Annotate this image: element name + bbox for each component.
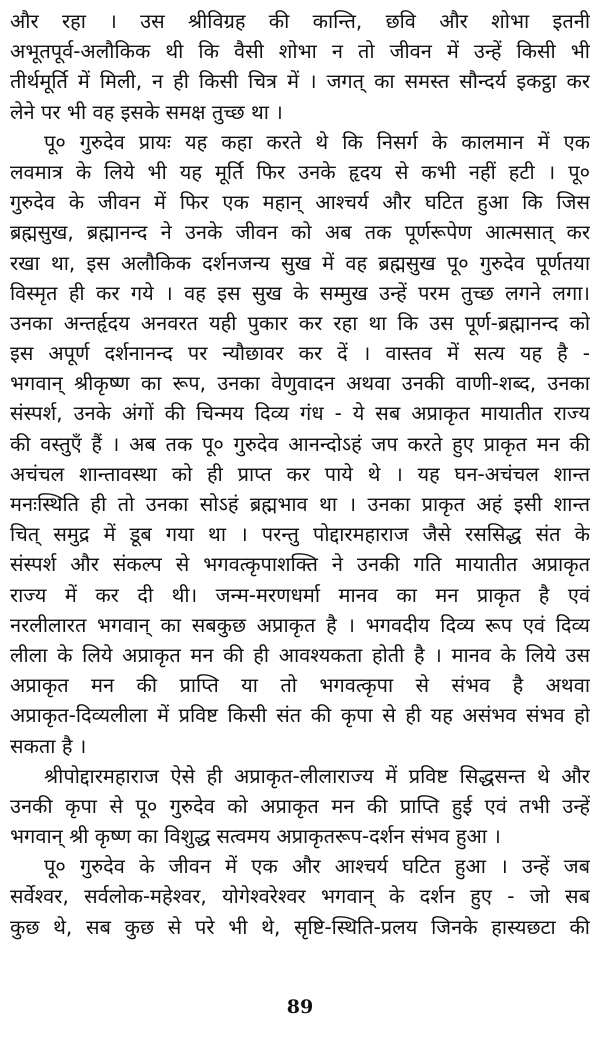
text-line: भगवान् श्रीकृष्ण का रूप, उनका वेणुवादन अथवा उनकी वाणी-शब्द, उनका	[10, 371, 590, 396]
text-line: नरलीलारत भगवान् का सबकुछ अप्राकृत है । भगवदीय दिव्य रूप एवं दिव्य	[10, 612, 590, 637]
page-number: 89	[286, 996, 314, 1018]
text-line: रखा था, इस अलौकिक दर्शनजन्य सुख में वह ब्रह्मसुख पू० गुरुदेव पूर्णतया	[10, 250, 590, 275]
text-line: ब्रह्मसुख, ब्रह्मानन्द ने उनके जीवन को अब तक पूर्णरूपेण आत्मसात् कर	[10, 220, 590, 245]
page-text	[10, 6, 590, 942]
text-line: मनःस्थिति ही तो उनका सोऽहं ब्रह्मभाव था । उनका प्राकृत अहं इसी शान्त	[10, 492, 590, 516]
text-line: सर्वेश्वर, सर्वलोक-महेश्वर, योगेश्वरेश्वर भगवान् के दर्शन हुए - जो सब	[10, 884, 590, 909]
text-line: अप्राकृत-दिव्यलीला में प्रविष्ट किसी संत की कृपा से ही यह असंभव संभव हो	[10, 703, 590, 728]
text-line: विस्मृत ही कर गये । वह इस सुख के सम्मुख उन्हें परम तुच्छ लगने लगा।	[10, 280, 590, 305]
text-line: चित् समुद्र में डूब गया था । परन्तु पोद्दारमहाराज जैसे रससिद्ध संत के	[10, 522, 590, 547]
text-line: भगवान् श्री कृष्ण का विशुद्ध सत्वमय अप्राकृतरूप-दर्शन संभव हुआ ।	[10, 824, 501, 849]
text-line: गुरुदेव के जीवन में फिर एक महान् आश्चर्य और घटित हुआ कि जिस	[10, 190, 590, 215]
text-line: लवमात्र के लिये भी यह मूर्ति फिर उनके हृदय से कभी नहीं हटी । पू०	[10, 159, 590, 184]
text-line: कुछ थे, सब कुछ से परे भी थे, सृष्टि-स्थिति-प्रलय जिनके हास्यछटा की	[10, 914, 590, 939]
text-line: इस अपूर्ण दर्शनानन्द पर न्यौछावर कर दें । वास्तव में सत्य यह है -	[10, 341, 590, 366]
text-line: लेने पर भी वह इसके समक्ष तुच्छ था ।	[10, 99, 283, 124]
text-line: उनकी कृपा से पू० गुरुदेव को अप्राकृत मन की प्राप्ति हुई एवं तभी उन्हें	[10, 793, 590, 818]
paragraph-1	[10, 6, 590, 127]
text-line: अभूतपूर्व-अलौकिक थी कि वैसी शोभा न तो जीवन में उन्हें किसी भी	[10, 39, 590, 64]
paragraph-4	[10, 851, 590, 942]
text-line: और रहा । उस श्रीविग्रह की कान्ति, छवि और शोभा इतनी	[10, 9, 590, 33]
text-line: संस्पर्श, उनके अंगों की चिन्मय दिव्य गंध - ये सब अप्राकृत मायातीत राज्य	[10, 401, 590, 426]
text-line: संस्पर्श और संकल्प से भगवत्कृपाशक्ति ने उनकी गति मायातीत अप्राकृत	[10, 552, 590, 577]
text-line: अचंचल शान्तावस्था को ही प्राप्त कर पाये थे । यह घन-अचंचल शान्त	[10, 461, 590, 486]
paragraph-3	[10, 761, 590, 852]
text-line: लीला के लिये अप्राकृत मन की ही आवश्यकता होती है । मानव के लिये उस	[10, 642, 590, 667]
text-line: राज्य में कर दी थी। जन्म-मरणधर्मा मानव का मन प्राकृत है एवं	[10, 582, 590, 607]
text-line: तीर्थमूर्ति में मिली, न ही किसी चित्र में । जगत् का समस्त सौन्दर्य इकट्ठा कर	[10, 69, 590, 94]
text-line: उनका अन्तर्हृदय अनवरत यही पुकार कर रहा था कि उस पूर्ण-ब्रह्मानन्द को	[10, 310, 590, 335]
text-line: की वस्तुएँ हैं । अब तक पू० गुरुदेव आनन्दोऽहं जप करते हुए प्राकृत मन की	[10, 431, 590, 456]
text-line: पू० गुरुदेव के जीवन में एक और आश्चर्य घटित हुआ । उन्हें जब	[44, 854, 590, 879]
text-line: अप्राकृत मन की प्राप्ति या तो भगवत्कृपा से संभव है अथवा	[10, 673, 590, 698]
text-line: सकता है ।	[10, 733, 87, 758]
paragraph-2	[10, 127, 590, 761]
text-line: पू० गुरुदेव प्रायः यह कहा करते थे कि निसर्ग के कालमान में एक	[44, 129, 590, 154]
text-line: श्रीपोद्दारमहाराज ऐसे ही अप्राकृत-लीलाराज्य में प्रविष्ट सिद्धसन्त थे और	[44, 763, 590, 788]
